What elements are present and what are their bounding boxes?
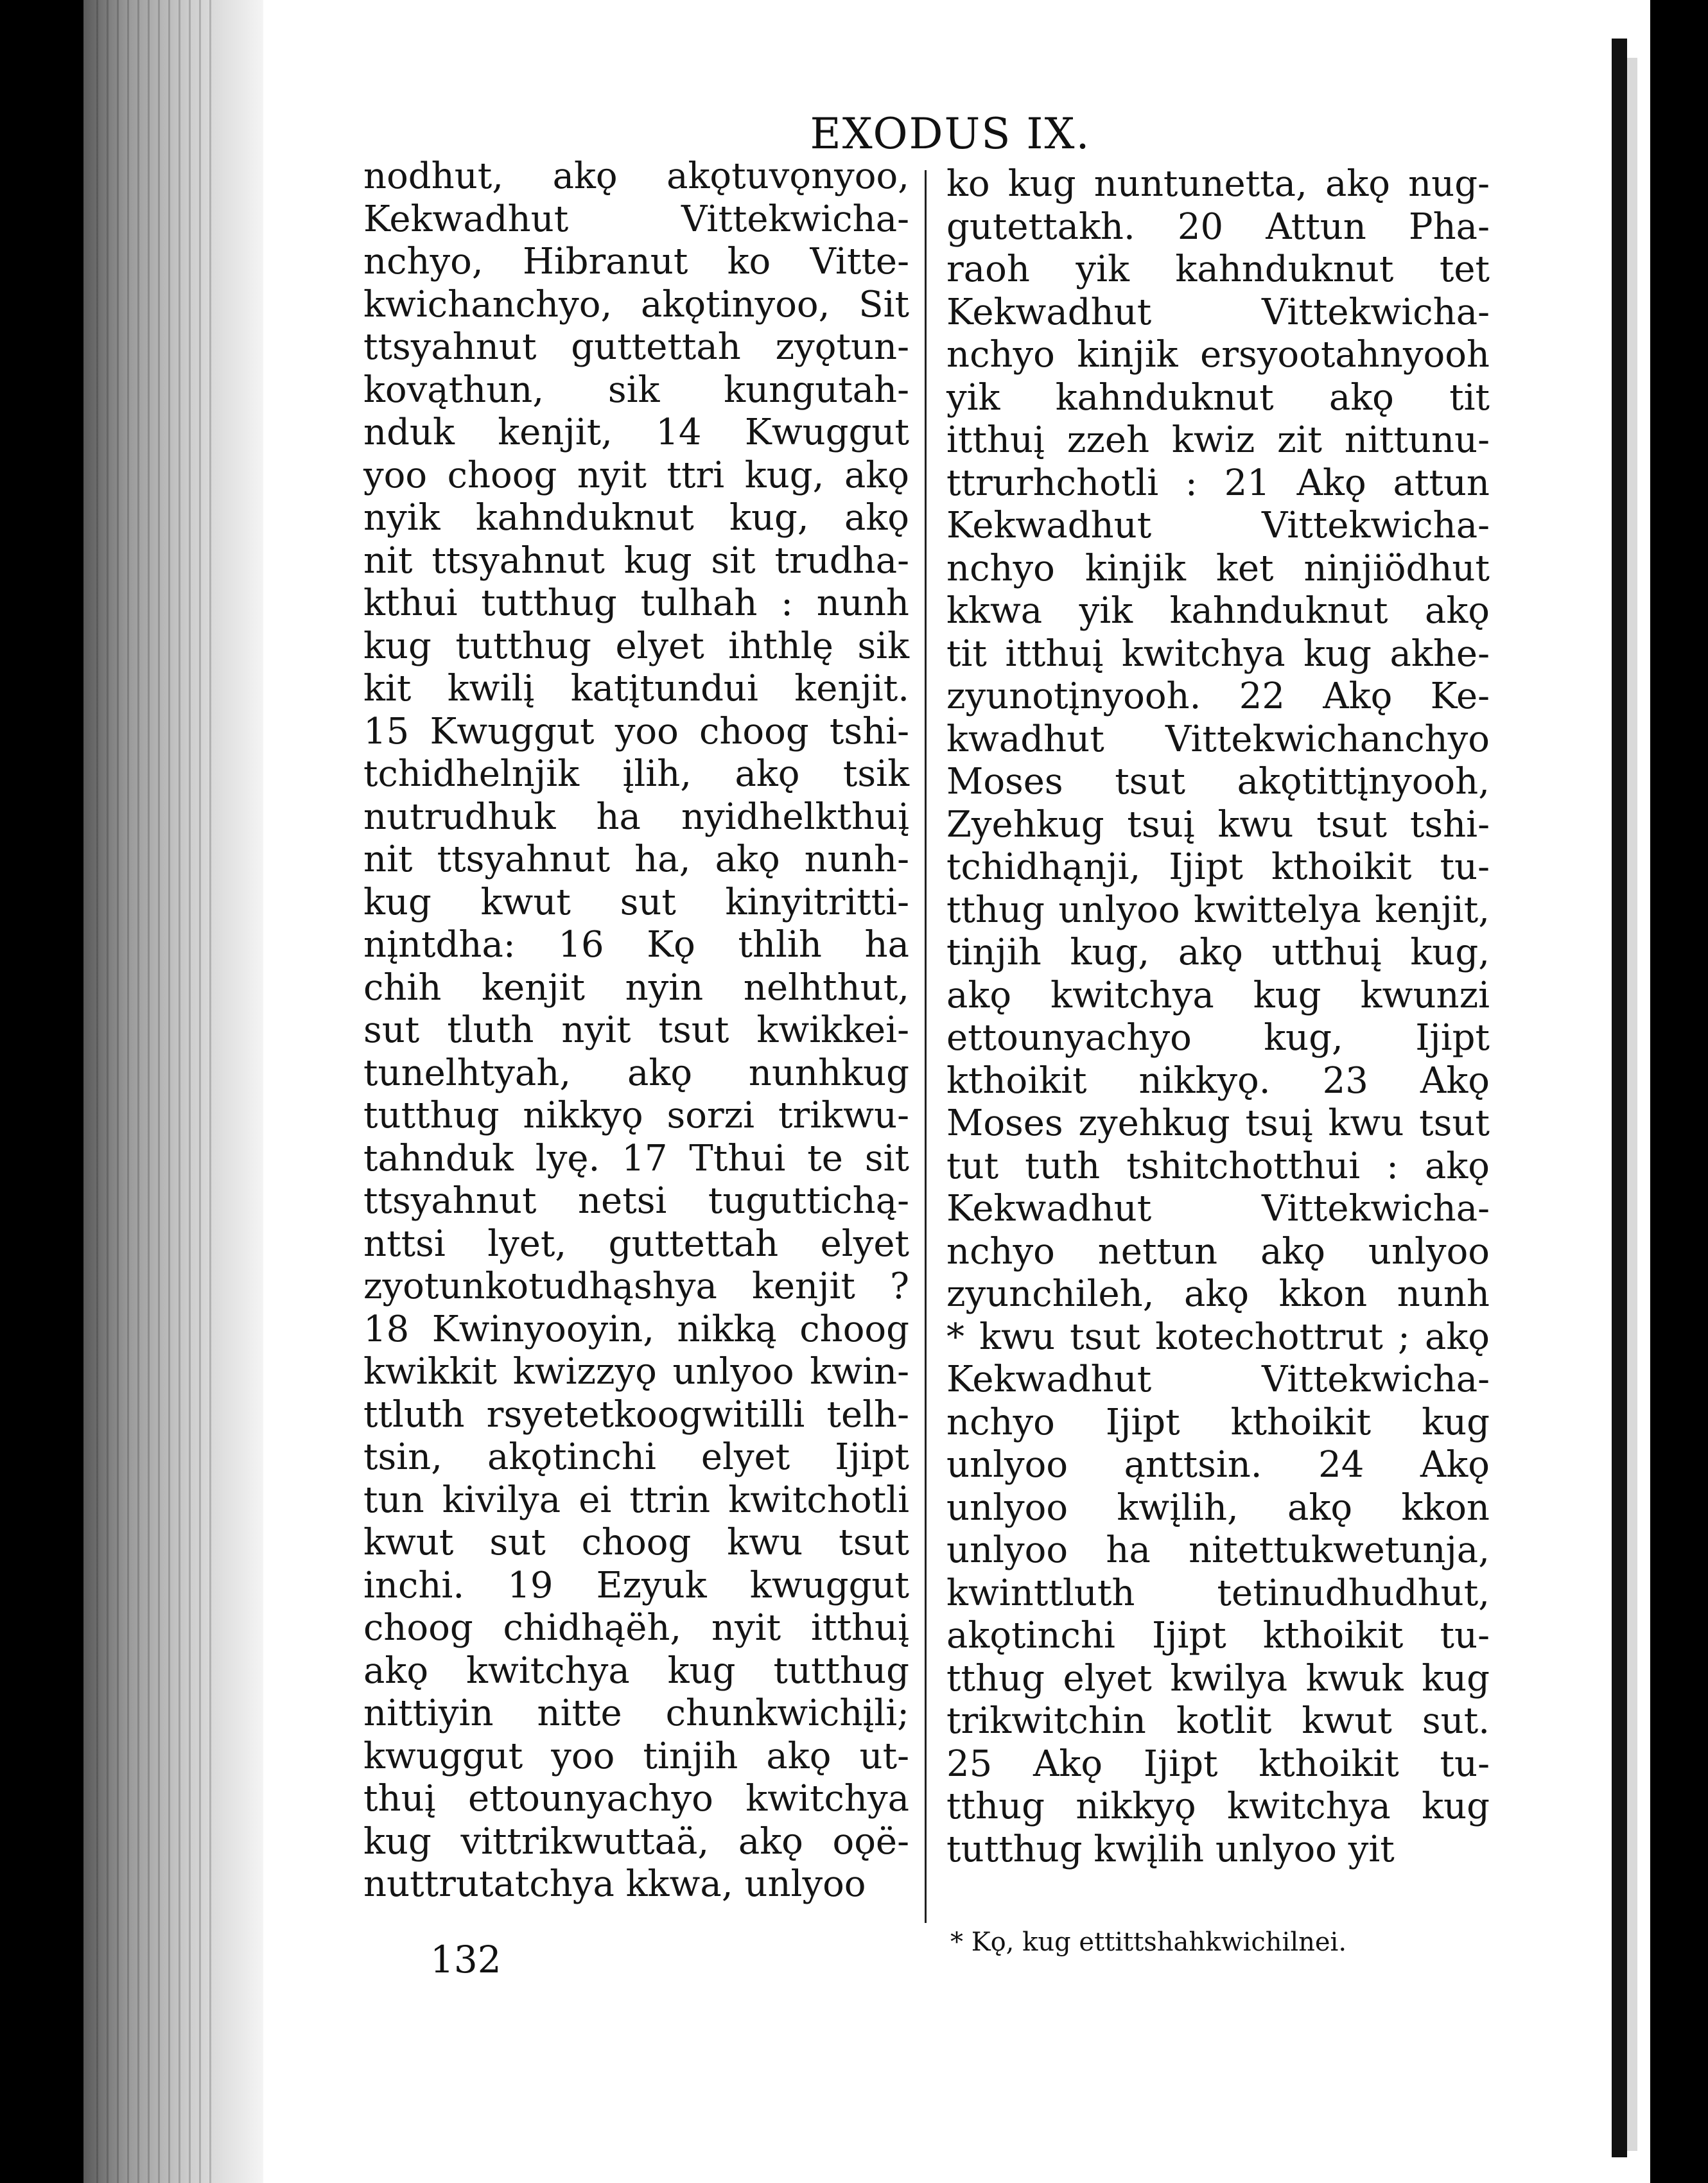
text-line: ttluth rsyetetkoogwitilli telh- [363,1393,909,1436]
right-border [1612,39,1627,2157]
text-line: unlyoo ąnttsin. 24 Akǫ [946,1444,1490,1486]
text-line: yoo choog nyit ttri kug, akǫ [363,454,909,496]
text-line: kwuggut yoo tinjih akǫ ut- [363,1735,909,1777]
text-line: nodhut, akǫ akǫtuvǫnyoo, [363,155,909,197]
text-line: Zyehkug tsuį kwu tsut tshi- [946,803,1490,846]
text-line: nit ttsyahnut ha, akǫ nunh- [363,839,909,880]
fore-edge [1627,58,1637,2151]
text-line: Kekwadhut Vittekwicha- [363,198,909,240]
text-line: kug kwut sut kinyitritti- [363,881,909,923]
text-line: tthug unlyoo kwittelya kenjit, [946,889,1490,931]
text-line: Moses tsut akǫtittįnyooh, [946,761,1490,803]
text-line: kkwa yik kahnduknut akǫ [946,590,1490,632]
page-number: 132 [430,1938,501,1981]
text-line: tit itthuį kwitchya kug akhe- [946,632,1490,675]
footnote: * Kǫ, kug ettittshahkwichilnei. [950,1927,1347,1957]
text-line: thuį ettounyachyo kwitchya [363,1778,909,1820]
text-line: nchyo nettun akǫ unlyoo [946,1230,1490,1273]
text-line: nchyo kinjik ersyootahnyooh [946,334,1490,376]
text-line: Moses zyehkug tsuį kwu tsut [946,1102,1490,1144]
text-line: kug tutthug elyet ihthlę sik [363,625,909,667]
text-line: kit kwilį katįtundui kenjit. [363,668,909,709]
text-line: ettounyachyo kug, Ijipt [946,1017,1490,1059]
text-line: nįntdha: 16 Kǫ thlih ha [363,924,909,966]
text-line: unlyoo ha nitettukwetunja, [946,1529,1490,1571]
text-line: itthuį zzeh kwiz zit nittunu- [946,419,1490,461]
text-line: nuttrutatchya kkwa, unlyoo [363,1863,866,1905]
text-line: akǫ kwitchya kug tutthug [363,1649,909,1692]
text-line: nittiyin nitte chunkwichįli; [363,1692,909,1734]
text-line: ttrurhchotli : 21 Akǫ attun [946,462,1490,504]
column-rule [925,170,927,1923]
text-line: kwichanchyo, akǫtinyoo, Sit [363,283,909,326]
text-line: kovąthun, sik kungutah- [363,369,909,411]
text-line: ko kug nuntunetta, akǫ nug- [946,163,1490,205]
text-line: nutrudhuk ha nyidhelkthuį [363,796,909,838]
left-column [363,155,909,1906]
text-line: sut tluth nyit tsut kwikkei- [363,1009,909,1051]
text-line: ttsyahnut guttettah zyǫtun- [363,326,909,368]
text-line: 15 Kwuggut yoo choog tshi- [363,710,909,752]
text-line: nchyo, Hibranut ko Vitte- [363,241,909,283]
text-line: kwut sut choog kwu tsut [363,1522,909,1563]
text-line: tun kivilya ei ttrin kwitchotli [363,1479,909,1521]
text-line: Kekwadhut Vittekwicha- [946,1359,1490,1400]
text-line: tthug elyet kwilya kwuk kug [946,1657,1490,1700]
text-line: gutettakh. 20 Attun Pha- [946,205,1490,248]
page-edge-lines [96,0,212,2183]
text-line: zyunchileh, akǫ kkon nunh [946,1273,1490,1315]
text-line: yik kahnduknut akǫ tit [946,376,1490,419]
text-line: Kekwadhut Vittekwicha- [946,1188,1490,1230]
text-line: akǫ kwitchya kug kwunzi [946,974,1490,1016]
text-line: tutthug kwįlih unlyoo yit [946,1828,1395,1870]
text-line: tinjih kug, akǫ utthuį kug, [946,932,1490,973]
text-line: nduk kenjit, 14 Kwuggut [363,412,909,453]
text-line: tunelhtyah, akǫ nunhkug [363,1052,909,1094]
text-line: tthug nikkyǫ kwitchya kug [946,1786,1490,1827]
text-line: kwadhut Vittekwichanchyo [946,718,1490,760]
text-line: * kwu tsut kotechottrut ; akǫ [946,1316,1490,1358]
text-line: tsin, akǫtinchi elyet Ijipt [363,1436,909,1478]
text-line: raoh yik kahnduknut tet [946,248,1490,290]
text-line: unlyoo kwįlih, akǫ kkon [946,1486,1490,1529]
text-line: zyunotįnyooh. 22 Akǫ Ke- [946,675,1490,717]
text-line: kwikkit kwizzyǫ unlyoo kwin- [363,1351,909,1393]
text-line: 18 Kwinyooyin, nikką choog [363,1308,909,1350]
text-line: tahnduk lyę. 17 Tthui te sit [363,1137,909,1179]
text-line: tchidhąnji, Ijipt kthoikit tu- [946,846,1490,888]
text-line: kthoikit nikkyǫ. 23 Akǫ [946,1059,1490,1102]
text-line: tutthug nikkyǫ sorzi trikwu- [363,1095,909,1136]
text-line: trikwitchin kotlit kwut sut. [946,1700,1490,1742]
text-line: choog chidhąëh, nyit itthuį [363,1607,909,1649]
text-line: 25 Akǫ Ijipt kthoikit tu- [946,1743,1490,1785]
text-line: tchidhelnjik įlih, akǫ tsik [363,753,909,795]
right-column [946,163,1490,1871]
text-line: nchyo Ijipt kthoikit kug [946,1401,1490,1443]
text-line: nchyo kinjik ket ninjiödhut [946,547,1490,589]
text-line: Kekwadhut Vittekwicha- [946,505,1490,546]
text-line: tut tuth tshitchotthui : akǫ [946,1145,1490,1187]
text-line: kug vittrikwuttaä, akǫ oǫë- [363,1820,909,1863]
text-line: akǫtinchi Ijipt kthoikit tu- [946,1615,1490,1657]
text-line: nyik kahnduknut kug, akǫ [363,497,909,539]
text-line: kwinttluth tetinudhudhut, [946,1572,1490,1614]
text-line: zyotunkotudhąshya kenjit ? [363,1265,909,1307]
text-line: nit ttsyahnut kug sit trudha- [363,539,909,582]
text-line: Kekwadhut Vittekwicha- [946,291,1490,333]
running-head: EXODUS IX. [810,109,1091,159]
text-line: chih kenjit nyin nelhthut, [363,966,909,1009]
text-line: kthui tutthug tulhah : nunh [363,582,909,624]
text-line: inchi. 19 Ezyuk kwuggut [363,1564,909,1606]
text-line: nttsi lyet, guttettah elyet [363,1222,909,1265]
text-line: ttsyahnut netsi tuguttichą- [363,1180,909,1222]
